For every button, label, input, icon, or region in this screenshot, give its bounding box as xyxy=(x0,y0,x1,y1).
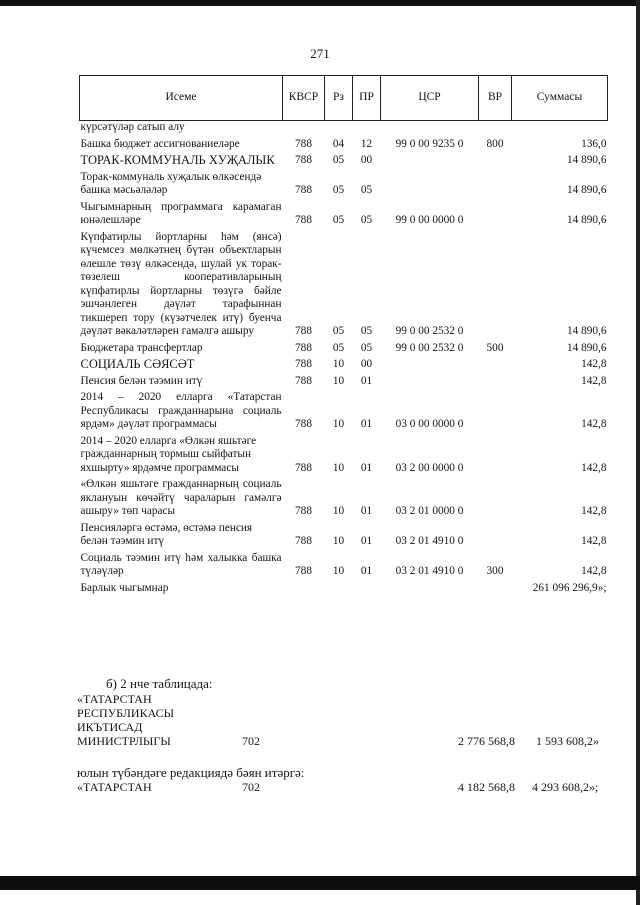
row-rz: 10 xyxy=(332,505,345,517)
header-vr: ВР xyxy=(479,76,512,121)
ministry-line: ИКЪТИСАД xyxy=(77,720,143,734)
row-name: Торак-коммуналь хуҗалык өлкәсендә башка мәсьәләләр xyxy=(80,170,262,196)
row-vr: 500 xyxy=(486,341,504,354)
row-rz: 10 xyxy=(332,535,345,547)
row-pr: 01 xyxy=(360,461,373,474)
row-name: Күпфатирлы йортларны һәм (янсә) күчемсез мөлкәтнең бүтән объектларын өлешле төзү өлкәсендә, шулай ук торак-төзелеш кооперативларының күпфатирлы йортларны төзүгә бәйле эшчәнлеген дәүләт тарафыннан тикшереп тору (күзәтчелек итү) буенча дәүләт вәкаләтләрен гамәлгә ашыру xyxy=(80,230,282,337)
ministry-line: РЕСПУБЛИКАСЫ xyxy=(77,706,175,720)
row-vr xyxy=(479,121,512,135)
row-kvsr xyxy=(283,579,325,596)
row-pr: 05 xyxy=(360,214,373,226)
row-kvsr: 788 xyxy=(295,535,312,547)
row-rz: 10 xyxy=(332,418,345,430)
row-rz: 05 xyxy=(332,341,345,354)
ministry-value-2: 1 593 608,2» xyxy=(536,734,599,748)
ministry-code: 702 xyxy=(242,734,260,748)
scan-edge-bottom xyxy=(0,876,640,890)
row-csr xyxy=(381,168,479,198)
row-csr: 03 2 01 4910 0 xyxy=(395,535,464,547)
row-kvsr: 788 xyxy=(295,184,312,196)
ministry-line: «ТАТАРСТАН xyxy=(77,692,152,706)
table-row xyxy=(80,475,608,519)
header-rz: Рз xyxy=(325,76,353,121)
instruction-text: юлын түбәндәге редакциядә бәян итәргә: xyxy=(77,765,305,780)
table-row xyxy=(80,151,608,168)
table-row xyxy=(80,135,608,152)
row-csr xyxy=(381,121,479,135)
row-sum: 261 096 296,9»; xyxy=(532,581,607,594)
row-sum: 142,8 xyxy=(581,565,607,577)
budget-table xyxy=(79,75,608,595)
row-csr: 03 2 00 0000 0 xyxy=(395,461,464,474)
row-pr: 00 xyxy=(360,358,373,370)
row-pr: 01 xyxy=(360,505,373,517)
row-csr xyxy=(381,355,479,372)
row-sum: 142,8 xyxy=(581,535,607,547)
row-kvsr: 788 xyxy=(295,461,312,474)
scan-edge-top xyxy=(0,0,640,6)
row-pr: 01 xyxy=(360,418,373,430)
header-pr: ПР xyxy=(353,76,381,121)
row-sum: 14 890,6 xyxy=(566,154,607,166)
table-row xyxy=(80,388,608,432)
row-vr xyxy=(479,579,512,596)
row-rz: 10 xyxy=(332,565,345,577)
row-vr xyxy=(479,519,512,549)
row-pr: 01 xyxy=(360,565,373,577)
row-sum: 14 890,6 xyxy=(566,341,607,354)
row-sum: 14 890,6 xyxy=(566,184,607,196)
row-kvsr: 788 xyxy=(295,214,312,226)
table-row xyxy=(80,121,608,135)
row-csr: 03 2 01 0000 0 xyxy=(395,505,464,517)
row-csr: 03 0 00 0000 0 xyxy=(395,418,464,430)
row-csr: 03 2 01 4910 0 xyxy=(395,565,464,577)
row-sum: 14 890,6 xyxy=(566,325,607,337)
table-header-row xyxy=(80,76,608,121)
table-row xyxy=(80,432,608,476)
row-vr xyxy=(479,198,512,228)
row-kvsr: 788 xyxy=(295,137,312,150)
row-vr xyxy=(479,228,512,339)
row-rz: 05 xyxy=(332,184,345,196)
row-sum: 142,8 xyxy=(581,461,607,474)
row-sum: 142,8 xyxy=(581,358,607,370)
table-row xyxy=(80,372,608,389)
row-csr: 99 0 00 0000 0 xyxy=(395,214,464,226)
row-name: Барлык чыгымнар xyxy=(80,581,169,594)
row-pr xyxy=(353,121,381,135)
row-pr: 01 xyxy=(360,535,373,547)
row-rz: 10 xyxy=(332,374,345,387)
row-pr: 05 xyxy=(360,341,373,354)
row-csr: 99 0 00 9235 0 xyxy=(395,137,464,150)
row-rz: 05 xyxy=(332,154,345,166)
row-name: Пенсияләргә өстәмә, өстәмә пенсия белән тәэмин итү xyxy=(80,521,253,547)
table-row xyxy=(80,168,608,198)
row-sum: 136,0 xyxy=(581,137,607,150)
row-rz: 10 xyxy=(332,358,345,370)
new-ministry-line: «ТАТАРСТАН xyxy=(77,780,152,794)
row-kvsr: 788 xyxy=(295,341,312,354)
scan-edge-right xyxy=(636,0,640,905)
row-name: ТОРАК-КОММУНАЛЬ ХУҖАЛЫК xyxy=(80,153,275,167)
row-kvsr xyxy=(283,121,325,135)
row-rz: 05 xyxy=(332,214,345,226)
table-row xyxy=(80,339,608,356)
row-kvsr: 788 xyxy=(295,565,312,577)
row-vr xyxy=(479,388,512,432)
row-name: Социаль тәэмин итү һәм халыкка башка түләүләр xyxy=(80,551,282,577)
row-kvsr: 788 xyxy=(295,505,312,517)
row-vr xyxy=(479,151,512,168)
row-csr xyxy=(381,151,479,168)
new-value-2: 4 293 608,2»; xyxy=(532,780,599,794)
row-vr: 300 xyxy=(486,565,504,577)
table-row xyxy=(80,519,608,549)
header-name: Исеме xyxy=(80,76,283,121)
row-rz xyxy=(325,121,353,135)
header-kvsr: КВСР xyxy=(283,76,325,121)
row-pr: 01 xyxy=(360,374,373,387)
table-row xyxy=(80,355,608,372)
row-pr: 05 xyxy=(360,325,373,337)
row-rz: 04 xyxy=(332,137,345,150)
row-csr xyxy=(381,372,479,389)
table-row xyxy=(80,549,608,579)
row-rz: 05 xyxy=(332,325,345,337)
row-vr xyxy=(479,168,512,198)
row-kvsr: 788 xyxy=(295,374,312,387)
row-sum: 14 890,6 xyxy=(566,214,607,226)
row-pr: 00 xyxy=(360,154,373,166)
row-pr xyxy=(353,579,381,596)
table-row xyxy=(80,198,608,228)
row-kvsr: 788 xyxy=(295,358,312,370)
new-value-1: 4 182 568,8 xyxy=(458,780,515,794)
row-name: Чыгымнарның программага карамаган юнәлешләре xyxy=(80,200,282,226)
row-csr xyxy=(381,579,479,596)
row-sum xyxy=(512,121,608,135)
ministry-line: МИНИСТРЛЫГЫ xyxy=(77,734,171,748)
row-rz xyxy=(325,579,353,596)
row-rz: 10 xyxy=(332,461,345,474)
table-row xyxy=(80,228,608,339)
row-vr xyxy=(479,475,512,519)
row-vr xyxy=(479,355,512,372)
row-sum: 142,8 xyxy=(581,418,607,430)
row-pr: 12 xyxy=(360,137,373,150)
row-name: 2014 – 2020 елларга «Өлкән яшьтәге гражданнарның тормыш сыйфатын яхшырту» ярдәмче программасы xyxy=(80,434,257,474)
row-name: СОЦИАЛЬ СӘЯСӘТ xyxy=(80,357,195,371)
row-name: күрсәтүләр сатып алу xyxy=(80,121,185,133)
row-csr: 99 0 00 2532 0 xyxy=(395,325,464,337)
header-sum: Суммасы xyxy=(512,76,608,121)
row-sum: 142,8 xyxy=(581,374,607,387)
row-name: Бюджетара трансфертлар xyxy=(80,341,203,354)
section-b-heading: б) 2 нче таблицада: xyxy=(106,676,213,691)
page-number: 271 xyxy=(310,46,330,61)
row-name: 2014 – 2020 елларга «Татарстан Республикасы гражданнарына социаль ярдәм» дәүләт программасы xyxy=(80,391,282,430)
row-name: «Өлкән яшьтәге гражданнарның социаль яклануын көчәйтү чараларын гамәлгә ашыру» төп чарасы xyxy=(80,478,282,517)
new-ministry-code: 702 xyxy=(242,780,260,794)
row-vr: 800 xyxy=(486,137,504,150)
row-vr xyxy=(479,432,512,476)
row-sum: 142,8 xyxy=(581,505,607,517)
ministry-value-1: 2 776 568,8 xyxy=(458,734,515,748)
row-kvsr: 788 xyxy=(295,154,312,166)
header-csr: ЦСР xyxy=(381,76,479,121)
row-csr: 99 0 00 2532 0 xyxy=(395,341,464,354)
row-pr: 05 xyxy=(360,184,373,196)
row-vr xyxy=(479,372,512,389)
row-name: Пенсия белән тәэмин итү xyxy=(80,374,203,387)
row-kvsr: 788 xyxy=(295,418,312,430)
row-name: Башка бюджет ассигнованиеләре xyxy=(80,137,240,150)
table-row-total xyxy=(80,579,608,596)
row-kvsr: 788 xyxy=(295,325,312,337)
